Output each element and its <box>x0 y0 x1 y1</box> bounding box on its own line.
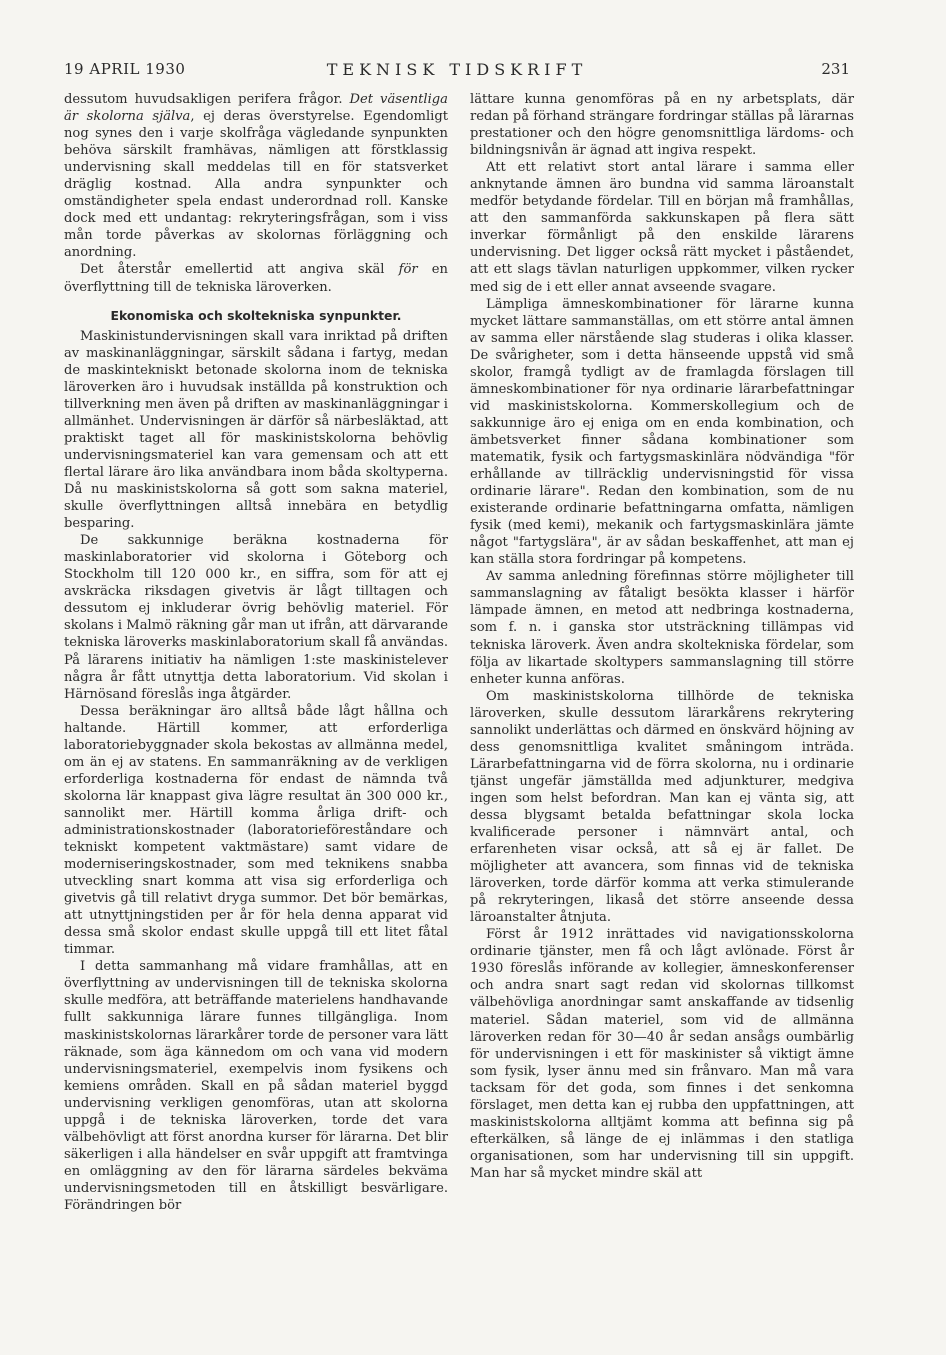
emphasis: Det väsentliga är skolorna själva <box>64 92 448 125</box>
right-column <box>470 91 854 1182</box>
paragraph: Av samma anledning förefinnas större möjligheter till sammanslagning av fåtaligt besökta klasser i härför lämpade ämnen, en metod att nedbringa kostnaderna, som f. n. i ganska stor utsträckning tillämpas vid tekniska läroverk. Även andra skoltekniska fördelar, som följa av likartade skoltypers sammanslagning till större enheter kunna anföras. <box>470 569 854 687</box>
journal-title: TEKNISK TIDSKRIFT <box>326 60 588 79</box>
paragraph: dessutom huvudsakligen perifera frågor. Det väsentliga är skolorna själva, ej deras överstyrelse. Egendomligt nog synes den i varje skolfråga vägledande synpunkten behöva särskilt framhävas, nämligen att förstklassig undervisning skall meddelas till en för statsverket dräglig kostnad. Alla andra synpunkter och omständigheter spela endast underordnad roll. Kanske dock med ett undantag: rekryteringsfrågan, som i viss mån torde påverkas av skolornas förläggning och anordning. <box>64 92 448 261</box>
emphasis: för <box>398 262 418 278</box>
page-number: 231 <box>821 60 850 78</box>
page-header <box>64 60 850 82</box>
paragraph: Maskinistundervisningen skall vara inriktad på driften av maskinanläggningar, särskilt sådana i fartyg, medan de maskintekniskt betonade skolorna inom de tekniska läroverken äro i huvudsak inställda på konstruktion och tillverkning men även på driften av maskinanläggningar i allmänhet. Undervisningen är därför så närbesläktad, att praktiskt taget all för maskinistskolorna behövlig undervisningsmateriel kan vara gemensam och att ett flertal lärare äro lika användbara inom båda skoltyperna. Då nu maskinistskolorna så gott som sakna materiel, skulle överflyttningen alltså innebära en betydlig besparing. <box>64 328 448 532</box>
paragraph: Först år 1912 inrättades vid navigationsskolorna ordinarie tjänster, men få och lågt avlönade. Först år 1930 föreslås införande av kollegier, ämneskonferenser och andra snart sagt redan vid skolornas tillkomst välbehövliga anordningar samt anskaffande av tidsenlig materiel. Sådan materiel, som vid de allmänna läroverken redan för 30—40 år sedan ansågs oumbärlig för undervisningen i ett för maskinister så viktigt ämne som fysik, lyser ännu med sin frånvaro. Man må vara tacksam för det goda, som finnes i det senkomna förslaget, men detta kan ej rubba den uppfattningen, att maskinistskolorna alltjämt komma att befinna sig på efterkälken, så länge de ej inlämmas i den statliga organisationen, som har undervisning till sin uppgift. Man har så mycket mindre skäl att <box>470 927 854 1181</box>
paragraph: Om maskinistskolorna tillhörde de tekniska läroverken, skulle dessutom lärarkårens rekrytering sannolikt underlättas och därmed en önskvärd höjning av dess genomsnittliga kvalitet småningom inträda. Lärarbefattningarna vid de förra skolorna, nu i ordinarie tjänst ungefär jämställda med adjunkturer, medgiva ingen som helst befordran. Man kan ej vänta sig, att dessa blygsamt betalda befattningar skola locka kvalificerade personer i nämnvärt antal, och erfarenheten visar också, att så ej är fallet. De möjligheter att avancera, som finnas vid de tekniska läroverken, torde därför komma att verka stimulerande på rekryteringen, likaså det större anseende dessa läroanstalter åtnjuta. <box>470 688 854 926</box>
paragraph: lättare kunna genomföras på en ny arbetsplats, där redan på förhand strängare fordringar ställas på lärarnas prestationer och den högre genomsnittliga lärdoms- och bildningsnivån är ägnad att ingiva respekt. <box>470 92 854 159</box>
paragraph: De sakkunnige beräkna kostnaderna för maskinlaboratorier vid skolorna i Göteborg och Stockholm till 120 000 kr., en siffra, som för att ej avskräcka riksdagen givetvis är lågt tilltagen och dessutom ej inkluderar övrig behövlig materiel. För skolans i Malmö räkning går man ut ifrån, att därvarande tekniska läroverks maskinlaboratorium skall få användas. På lärarens initiativ ha nämligen 1:ste maskinistelever några år fått utnyttja detta laboratorium. Vid skolan i Härnösand föreslås inga åtgärder. <box>64 533 448 702</box>
paragraph: Dessa beräkningar äro alltså både lågt hållna och haltande. Härtill kommer, att erforderliga laboratoriebyggnader skola bekostas av allmänna medel, om än ej av statens. En sammanräkning av de verkligen erforderliga kostnaderna för endast de nämnda två skolorna lär knappast giva lägre resultat än 300 000 kr., sannolikt mer. Härtill komma årliga drift- och administrationskostnader (laboratorieföreståndare och tekniskt kompetent vaktmästare) samt vidare de moderniseringskostnader, som med teknikens snabba utveckling snart komma att visa sig erforderliga och givetvis gå till relativt dryga summor. Det bör bemärkas, att utnyttjningstiden per år för hela denna apparat vid dessa små skolor endast skulle uppgå till ett litet fåtal timmar. <box>64 703 448 958</box>
paragraph: Lämpliga ämneskombinationer för lärarne kunna mycket lättare sammanställas, om ett större antal ämnen av samma eller närstående slag studeras i olika klasser. De svårigheter, som i detta hänseende uppstå vid små skolor, framgå tydligt av de framlagda förslagen till ämneskombinationer för nya ordinarie lärarbefattningar vid maskinistskolorna. Kommerskollegium och de sakkunnige äro ej eniga om en enda kombination, och ämbetsverket finner sådana kombinationer som matematik, fysik och fartygsmaskinlära nödvändiga "för erhållande av tillräcklig undervisningstid för vissa ordinarie lärare". Redan den kombination, som de nu existerande ordinarie befattningarna omfatta, nämligen fysik (med kemi), mekanik och fartygsmaskinlära jämte något "fartygslära", är av sådan beskaffenhet, att man ej kan ställa stora fordringar på kompetens. <box>470 296 854 568</box>
issue-date: 19 APRIL 1930 <box>64 60 186 78</box>
paragraph: I detta sammanhang må vidare framhållas, att en överflyttning av undervisningen till de tekniska skolorna skulle medföra, att beträffande materielens handhavande fullt sakkunniga lärare funnes tillgängliga. Inom maskinistskolornas lärarkårer torde de personer vara lätt räknade, som äga kännedom om och vana vid modern undervisningsmateriel, exempelvis inom fysikens och kemiens områden. Skall en på sådan materiel byggd undervisning verkligen genomföras, utan att skolorna uppgå i de tekniska läroverken, torde det vara välbehövligt att först anordna kurser för lärarna. Det blir säkerligen i alla händelser en svår uppgift att framtvinga en omläggning av den för lärarna särdeles bekväma undervisningsmetoden till en åtskilligt besvärligare. Förändringen bör <box>64 959 448 1213</box>
paragraph: Att ett relativt stort antal lärare i samma eller anknytande ämnen äro bundna vid samma läroanstalt medför betydande fördelar. Till en början må framhållas, att den sammanförda sakkunskapen på flera sätt inverkar förmånligt på den enskilde lärarens undervisning. Det ligger också rätt mycket i påståendet, att ett slags tävlan naturligen uppkommer, vilken rycker med sig de i ett eller annat avseende svagare. <box>470 160 854 295</box>
left-column <box>64 91 448 1214</box>
paragraph: Det återstår emellertid att angiva skäl för en överflyttning till de tekniska läroverken. <box>64 262 448 295</box>
section-heading: Ekonomiska och skoltekniska synpunkter. <box>110 307 402 323</box>
